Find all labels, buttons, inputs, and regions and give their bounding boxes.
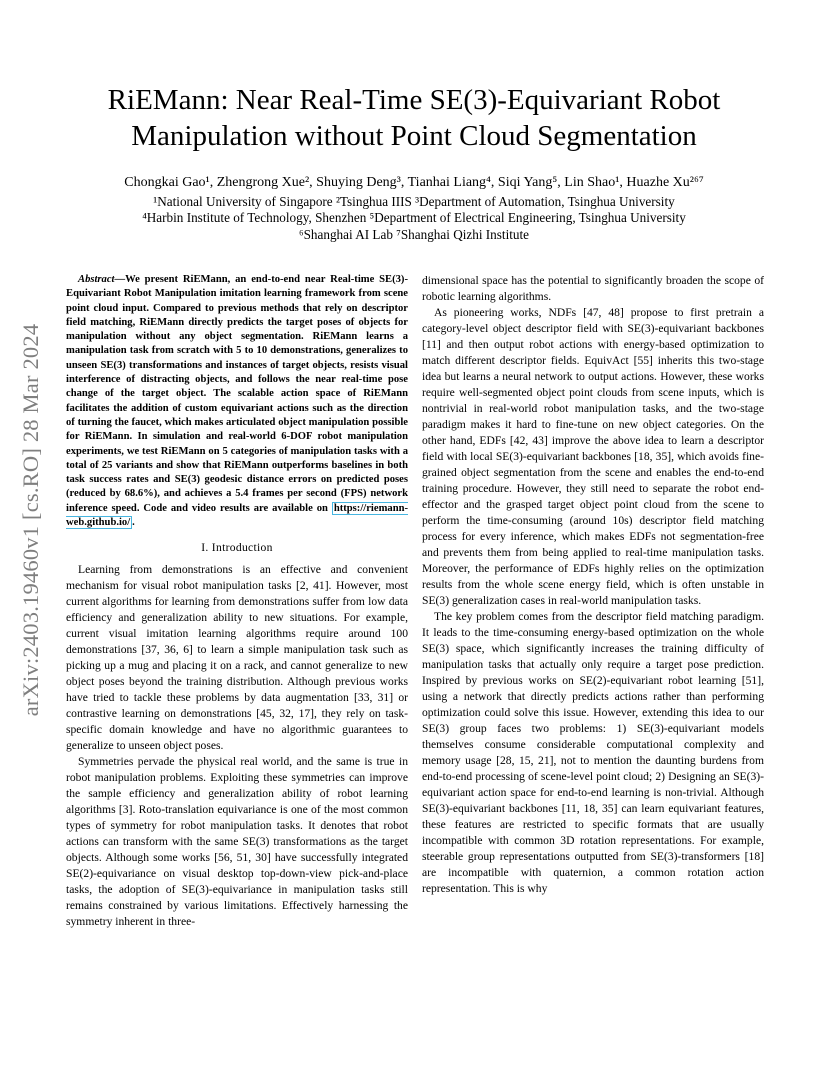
paper-title-text: RiEMann: Near Real-Time SE(3)-Equivariant Robot Manipulation without Point Cloud Segmentation (107, 84, 721, 152)
section-heading: I. Introduction (201, 541, 273, 555)
right-column (422, 273, 764, 897)
paper-title (60, 82, 768, 154)
author-block (60, 175, 768, 243)
author-list: Chongkai Gao¹, Zhengrong Xue², Shuying Deng³, Tianhai Liang⁴, Siqi Yang⁵, Lin Shao¹, Huazhe Xu²⁶⁷ (124, 175, 704, 190)
affiliation-line: ⁶Shanghai AI Lab ⁷Shanghai Qizhi Institute (298, 226, 530, 242)
left-column (66, 273, 408, 930)
paragraph: As pioneering works, NDFs [47, 48] propose to first pretrain a category-level object descriptor field with SE(3)-equivariant backbones [11] and then output robot actions with energy-based optimization to match different descriptor fields. EquivAct [55] inherits this two-stage idea but learns a neural network to output actions. However, these works require well-segmented object point clouds from scene inputs, which is nontrivial in real-world robot manipulation tasks, and the two-stage paradigm makes it hard to fine-tune on new object categories. On the other hand, EDFs [42, 43] improve the above idea to learn a descriptor field with local SE(3)-equivariant backbones [18, 35], which avoids fine-grained object segmentation from the scene and enables the end-to-end training procedure. However, they still need to separate the robot end-effector and the grasped target object point cloud from the scene to perform the time-consuming (around 10s) descriptor field matching process for every inference, which makes EDFs not segmentation-free and prevents them from being applied to real-time manipulation tasks. Moreover, the performance of EDFs highly relies on the optimization results from the whole scene energy field, which is often unstable in SE(3) generalization cases in real-world manipulation tasks. (422, 306, 764, 607)
paragraph: The key problem comes from the descriptor field matching paradigm. It leads to the time-consuming energy-based optimization on the whole SE(3) space, which significantly increases the training difficulty of manipulation tasks that actually only require a target pose prediction. Inspired by previous works on SE(2)-equivariant robot learning [51], using a network that directly predicts actions rather than performing optimization could solve this issue. However, extending this idea to our SE(3) group faces two problems: 1) SE(3)-equivariant models themselves consume considerable computational complexity and memory usage [28, 15, 21], not to mention the daunting burdens from end-to-end processing of scene-level point cloud; 2) Designing an SE(3)-equivariant action space for end-to-end learning is non-trivial. Although SE(3)-equivariant backbones [11, 18, 35] can learn equivariant features, these features are restricted to specific formats that are usually incompatible with common 3D rotation representations. For example, steerable group representations outputted from SE(3)-transformers [18] are incompatible with quaternion, a common rotation action representation. This is why (422, 610, 764, 895)
affiliation-line: ¹National University of Singapore ²Tsinghua IIIS ³Department of Automation, Tsinghua University (153, 193, 675, 209)
paragraph: Learning from demonstrations is an effective and convenient mechanism for visual robot manipulation tasks [2, 41]. However, most current algorithms for learning from demonstrations suffer from low data efficiency and generalization ability to new situations. For example, current visual imitation learning algorithms require around 100 demonstrations [37, 36, 6] to learn a simple manipulation task such as picking up a mug and placing it on a rack, and cannot generalize to new object poses beyond the training distribution. Although previous works have tried to tackle these problems by data augmentation [33, 31] or contrastive learning on demonstrations [45, 32, 17], they rely on task-specific domain knowledge and have no algorithmic guarantees to generalize to unseen object poses. (66, 563, 408, 753)
abstract: Abstract—We present RiEMann, an end-to-end near Real-time SE(3)-Equivariant Robot Manipulation imitation learning framework from scene point cloud input. Compared to previous methods that rely on descriptor field matching, RiEMann directly predicts the target poses of objects for manipulation without any object segmentation. RiEMann learns a manipulation task from scratch with 5 to 10 demonstrations, generalizes to unseen SE(3) transformations and instances of target objects, resists visual interference of distracting objects, and follows the near real-time pose change of the target object. The scalable action space of RiEMann facilitates the addition of custom equivariant actions such as the direction of turning the faucet, which makes articulated object manipulation possible for RiEMann. In simulation and real-world 6-DOF robot manipulation experiments, we test RiEMann on 5 categories of manipulation tasks with a total of 25 variants and show that RiEMann outperforms baselines in both task success rates and SE(3) geodesic distance errors on predicted poses (reduced by 68.6%), and achieves a 5.4 frames per second (FPS) network inference speed. Code and video results are available on https://riemann-web.github.io/ . (66, 274, 408, 529)
abstract-text: —We present RiEMann, an end-to-end near Real-time SE(3)-Equivariant Robot Manipulation imitation learning framework from scene point cloud input. Compared to previous methods that rely on descriptor field matching, RiEMann directly predicts the target poses of objects for manipulation without any object segmentation. RiEMann learns a manipulation task from scratch with 5 to 10 demonstrations, generalizes to unseen SE(3) transformations and instances of target objects, resists visual interference of distracting objects, and follows the near real-time pose change of the target object. The scalable action space of RiEMann facilitates the addition of custom equivariant actions such as the direction of turning the faucet, which makes articulated object manipulation possible for RiEMann. In simulation and real-world 6-DOF robot manipulation experiments, we test RiEMann on 5 categories of manipulation tasks with a total of 25 variants and show that RiEMann outperforms baselines in both task success rates and SE(3) geodesic distance errors on predicted poses (reduced by 68.6%), and achieves a 5.4 frames per second (FPS) network inference speed. Code and video results are available on (66, 274, 408, 514)
affiliation-line: ⁴Harbin Institute of Technology, Shenzhen ⁵Department of Electrical Engineering, Tsinghua University (142, 210, 686, 225)
paragraph: dimensional space has the potential to significantly broaden the scope of robotic learning algorithms. (422, 274, 764, 303)
arxiv-identifier: arXiv:2403.19460v1 [cs.RO] 28 Mar 2024 (18, 323, 43, 717)
abstract-label: Abstract (78, 274, 115, 285)
project-url-link[interactable]: https://riemann-web.github.io/ (66, 502, 408, 529)
paragraph: Symmetries pervade the physical real world, and the same is true in robot manipulation problems. Exploiting these symmetries can improve the sample efficiency and generalization ability of robot learning algorithms [3]. Roto-translation equivariance is one of the most common types of symmetry for robot manipulation tasks. It denotes that robot actions can transform with the same SE(3) transformations as the target objects. Although some works [56, 51, 30] have successfully integrated SE(2)-equivariance on visual desktop top-down-view pick-and-place tasks, the adoption of SE(3)-equivariance in manipulation tasks still remains constrained by various limitations. Effectively harnessing the symmetry inherent in three- (66, 755, 408, 929)
